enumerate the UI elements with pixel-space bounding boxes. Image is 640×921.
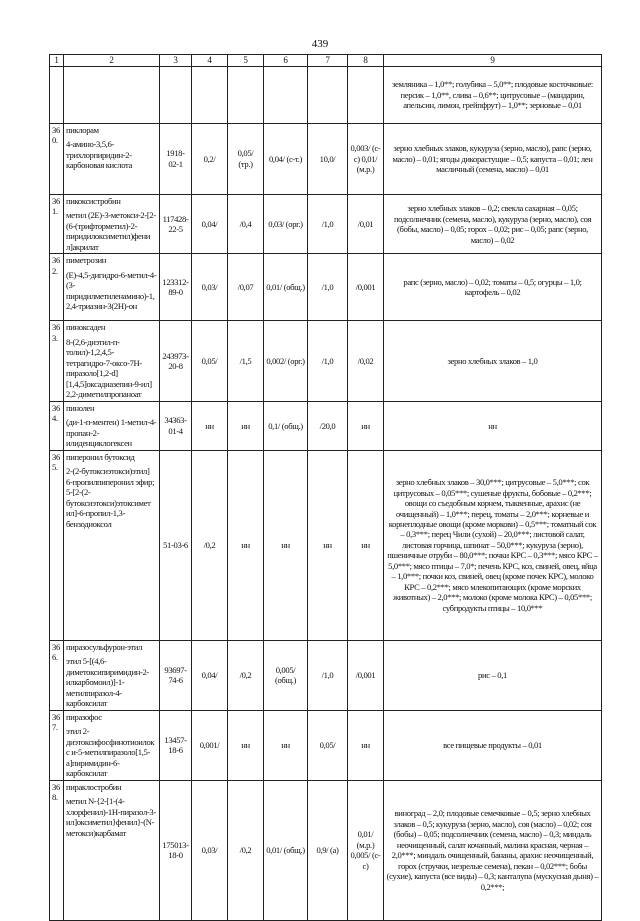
value-col-5: /0,2 <box>228 640 264 710</box>
value-col-5: /0,07 <box>228 254 264 321</box>
residue-limits: рапс (зерно, масло) – 0,02; томаты – 0,5; огурцы – 1,0; картофель – 0,02 <box>384 254 602 321</box>
page-number: 439 <box>311 38 329 50</box>
value-col-6: нн <box>264 710 308 780</box>
row-number: 364. <box>50 401 64 450</box>
chemical-name: 2-(2-бутоксиэтокси)этил] 6-пропилпиперонил эфир; 5-[2-(2-бутоксиэтокси)этоксимет ил]-6-пропил-1,3-бензодиоксол <box>66 466 155 529</box>
header-col-8: 8 <box>348 55 384 67</box>
value-col-7: /20,0 <box>308 401 348 450</box>
substance-name <box>64 710 160 780</box>
value-col-7: /1,0 <box>308 194 348 253</box>
value-col-6: 0,1/ (общ.) <box>264 401 308 450</box>
value-col-6: 0,005/ (общ.) <box>264 640 308 710</box>
header-col-1: 1 <box>50 55 64 67</box>
value-col-8: нн <box>348 401 384 450</box>
table-row <box>50 450 602 640</box>
value-col-7: /1,0 <box>308 254 348 321</box>
value-col-7: /1,0 <box>308 321 348 401</box>
substance-title: пиразофос <box>66 711 102 722</box>
value-col-4: 0,04/ <box>192 640 228 710</box>
value-col-5: /0,4 <box>228 194 264 253</box>
header-row <box>50 55 602 67</box>
value-col-8: нн <box>348 710 384 780</box>
value-col-4: 0,05/ <box>192 321 228 401</box>
substance-name <box>64 450 160 640</box>
value-col-4: 0,001/ <box>192 710 228 780</box>
row-number: 362. <box>50 254 64 321</box>
value-col-7: 0,9/ (а) <box>308 780 348 920</box>
value-col-7: /1,0 <box>308 640 348 710</box>
header-col-3: 3 <box>160 55 192 67</box>
value-col-8: нн <box>348 450 384 640</box>
cas-number: 175013-18-0 <box>160 780 192 920</box>
value-col-6: 0,01/ (общ.) <box>264 780 308 920</box>
value-col-4: 0,03/ <box>192 254 228 321</box>
value-col-5: нн <box>228 450 264 640</box>
value-col-8: /0,02 <box>348 321 384 401</box>
substance-name <box>64 254 160 321</box>
row-number: 366. <box>50 640 64 710</box>
row-number: 368. <box>50 780 64 920</box>
value-col-8: 0,01/ (м.р.) 0,005/ (с-с) <box>348 780 384 920</box>
substance-title: пинолен <box>66 402 95 413</box>
value-col-8: /0,001 <box>348 640 384 710</box>
substance-title: пиперонил бутоксид <box>66 451 135 462</box>
continuation-residues: земляника – 1,0**; голубика – 5,0**; плодовые косточковые: персик – 1,0**, слива – 0,6**; цитрусовые – (мандарин, апельсин, лимон, грейпфрут) – 1,0**; зерновые – 0,01 <box>384 66 602 123</box>
table-row <box>50 321 602 401</box>
value-col-5: 0,05/ (тр.) <box>228 123 264 194</box>
header-col-6: 6 <box>264 55 308 67</box>
residue-limits: рис – 0,1 <box>384 640 602 710</box>
value-col-7: 0,05/ <box>308 710 348 780</box>
header-col-4: 4 <box>192 55 228 67</box>
substance-title: пиметрозин <box>66 255 106 266</box>
substance-title: пикоксистробин <box>66 195 121 206</box>
value-col-8: 0,003/ (с-с) 0,01/ (м.р.) <box>348 123 384 194</box>
cas-number: 243973-20-8 <box>160 321 192 401</box>
chemical-name: этил 5-[(4,6-диметоксипиримидин-2-илкарбомоил)]-1-метилпиразол-4-карбоксилат <box>66 656 149 709</box>
value-col-6: 0,04/ (с-т.) <box>264 123 308 194</box>
chemical-name: этил 2-диэтоксифосфинотиоилокс и-5-метилпиразоло[1,5-а]пиримидин-6-карбоксилат <box>66 726 155 779</box>
value-col-8: /0,01 <box>348 194 384 253</box>
value-col-7: нн <box>308 450 348 640</box>
value-col-6: 0,002/ (орг.) <box>264 321 308 401</box>
header-col-2: 2 <box>64 55 160 67</box>
residue-limits: все пищевые продукты – 0,01 <box>384 710 602 780</box>
row-number: 360. <box>50 123 64 194</box>
residue-limits: виноград – 2,0; плодовые семечковые – 0,5; зерно хлебных злаков – 0,5; кукуруза (зерно, масло), соя (масло) – 0,02; соя (бобы) – 0,05; подсолнечник (семена, масло) – 0,3; миндаль неочищенный, салат кочанный, малина красная, черная – 2,0***; миндаль очищенный, бананы, арахис неочищенный, горох (стручки, незрелые семена), пекан – 0,02***; бобы (сухие), капуста (все виды) – 0,3; канталупа (мускусная дыня) – 0,2***; <box>384 780 602 920</box>
substance-name <box>64 194 160 253</box>
value-col-7: 10,0/ <box>308 123 348 194</box>
residue-limits: нн <box>384 401 602 450</box>
value-col-5: нн <box>228 710 264 780</box>
substance-title: пиклорам <box>66 124 99 135</box>
value-col-4: нн <box>192 401 228 450</box>
chemical-name: 4-амино-3,5,6-трихлорпиридин-2-карбоновая кислота <box>66 139 133 171</box>
chemical-name: (Е)-4,5-дигидро-6-метил-4-(3-пиридилметиленамино)-1,2,4-триазин-3(2Н)-он <box>66 269 157 312</box>
substance-title: пираклостробин <box>66 781 122 792</box>
residue-limits: зерно хлебных злаков – 0,2; свекла сахарная – 0,05; подсолнечник (семена, масло), кукуруза (зерно, масло), соя (бобы, масло) – 0,05; горох – 0,02; рис – 0,05; рапс (зерно, масло) – 0,02 <box>384 194 602 253</box>
value-col-8: /0,001 <box>348 254 384 321</box>
residue-limits: зерно хлебных злаков – 30,0***; цитрусовые – 5,0***; сок цитрусовых – 0,05***; сушеные фрукты, бобовые – 0,2***; овощи со съедобным корнем, тыквенные, арахис (не очищенный) – 1,0***; перец, томаты – 2,0***; корневые и корнеплодные овощи (кроме моркови) – 0,5***; томатный сок – 0,3***; перец Чили (сухой) – 20,0***; листовой салат, листовая горчица, шпинат – 50,0***; кукуруза (зерно), пшеничные отруби – 80,0***; почки КРС – 0,3***; мясо КРС – 5,0***; мясо птицы – 7,0*; печень КРС, коз, свиней, овец, яйца – 1,0***; почки коз, свиней, овец (кроме почек КРС), молоко КРС – 0,2***; мясо млекопитающих (кроме морских животных) – 2,0***; молоко (кроме молока КРС) – 0,05***; субпродукты птицы – 10,0*** <box>384 450 602 640</box>
value-col-6: 0,03/ (орг.) <box>264 194 308 253</box>
table-row <box>50 640 602 710</box>
table-row <box>50 123 602 194</box>
cas-number: 123312-89-0 <box>160 254 192 321</box>
header-col-9: 9 <box>384 55 602 67</box>
table-row <box>50 254 602 321</box>
table-row <box>50 401 602 450</box>
value-col-5: /1,5 <box>228 321 264 401</box>
value-col-5: /0,2 <box>228 780 264 920</box>
value-col-4: /0,2 <box>192 450 228 640</box>
substance-name <box>64 321 160 401</box>
cas-number: 51-03-6 <box>160 450 192 640</box>
substance-name <box>64 640 160 710</box>
value-col-4: 0,2/ <box>192 123 228 194</box>
row-number: 367. <box>50 710 64 780</box>
cas-number: 34363-01-4 <box>160 401 192 450</box>
substance-name <box>64 401 160 450</box>
cas-number: 93697-74-6 <box>160 640 192 710</box>
row-number: 363. <box>50 321 64 401</box>
substance-name <box>64 123 160 194</box>
residue-limits: зерно хлебных злаков, кукуруза (зерно, масло), рапс (зерно, масло) – 0,01; ягоды дикорастущие – 0,5; капуста – 0,01; лен масличный (семена, масло) – 0,01 <box>384 123 602 194</box>
chemical-name: (ди-1-п-ментен) 1-метил-4-пропан-2-илиденциклогексен <box>66 417 157 449</box>
header-col-7: 7 <box>308 55 348 67</box>
cas-number: 117428-22-5 <box>160 194 192 253</box>
substance-title: пиноксаден <box>66 322 106 333</box>
residue-limits: зерно хлебных злаков – 1,0 <box>384 321 602 401</box>
substance-title: пиразосульфурон-этил <box>66 641 143 652</box>
substance-name <box>64 780 160 920</box>
value-col-5: нн <box>228 401 264 450</box>
table-row <box>50 710 602 780</box>
cas-number: 1918-02-1 <box>160 123 192 194</box>
chemical-name: 8-(2,6-диэтил-п-толил)-1,2,4,5-тетрагидро-7-оксо-7Н-пиразоло[1,2-d][1,4,5]оксадиазепин-9-ил] 2,2-диметилпропаноат <box>66 336 152 400</box>
value-col-4: 0,04/ <box>192 194 228 253</box>
value-col-4: 0,03/ <box>192 780 228 920</box>
cas-number: 13457-18-6 <box>160 710 192 780</box>
row-number: 365. <box>50 450 64 640</box>
chemical-name: метил N-{2-[1-(4-хлорфенил)-1Н-пиразол-3-ил]оксиметил}фенил}-(N-метокси)карбамат <box>66 796 156 838</box>
row-number: 361. <box>50 194 64 253</box>
value-col-6: 0,01/ (общ.) <box>264 254 308 321</box>
value-col-6: нн <box>264 450 308 640</box>
chemical-name: метил (2Е)-3-метокси-2-[2-(6-(трифторметил)-2-пиридилоксиметил)фени л]акрилат <box>66 210 156 252</box>
header-col-5: 5 <box>228 55 264 67</box>
continuation-row <box>50 66 602 123</box>
regulation-table <box>49 54 602 921</box>
table-row <box>50 194 602 253</box>
table-row <box>50 780 602 920</box>
